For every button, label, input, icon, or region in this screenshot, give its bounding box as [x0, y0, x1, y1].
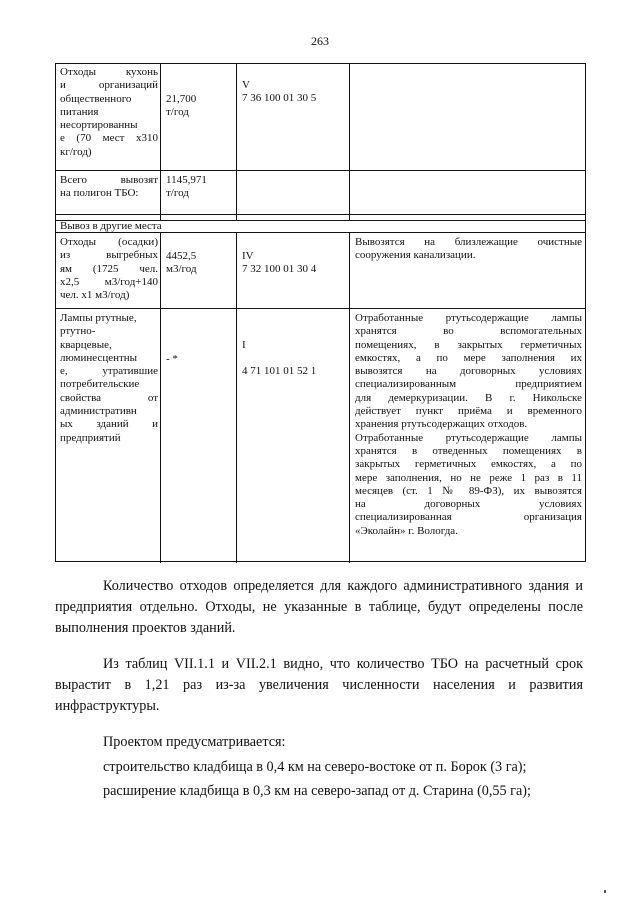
text-line: «Эколайн» г. Вологда.: [355, 524, 458, 537]
sediment-code: [242, 250, 346, 277]
text-line: кг/год): [60, 145, 92, 158]
text-line: потребительские: [60, 378, 140, 391]
text-line: питания: [60, 105, 99, 118]
text-line: и организаций: [60, 79, 158, 92]
sediment-name: [60, 236, 158, 302]
food-waste-code: [242, 79, 346, 106]
paragraph: Проектом предусматривается:: [103, 734, 286, 750]
row-divider: [56, 232, 585, 233]
text-line: месяцев (ст. 1 № 89-ФЗ), их вывозятся: [355, 484, 582, 497]
text-line: люминесцентны: [60, 351, 138, 364]
text-line: хранятся во вспомогательных: [355, 325, 582, 338]
text-line: сооружения канализации.: [355, 249, 476, 262]
paragraph: расширение кладбища в 0,3 км на северо-запад от д. Старина (0,55 га);: [103, 783, 531, 799]
food-waste-amount: [166, 93, 234, 120]
text-line: ртутно-: [60, 325, 96, 338]
text-line: свойства от: [60, 391, 158, 404]
text-line: Отходы (осадки): [60, 236, 158, 248]
paragraph-line: предприятия отдельно. Отходы, не указанные в таблице, будут определены после: [55, 599, 583, 615]
page-number: 263: [311, 34, 329, 48]
text-line: Всего вывозят: [60, 174, 158, 186]
paragraph: строительство кладбища в 0,4 км на северо-востоке от п. Борок (3 га);: [103, 759, 527, 775]
text-line: административн: [60, 405, 137, 418]
text-line: V: [242, 79, 250, 91]
text-line: е (70 мест х310: [60, 132, 158, 145]
text-line: 4452,5: [166, 250, 197, 262]
text-line: хранятся в отведенных помещениях в: [355, 444, 582, 457]
text-line: т/год: [166, 106, 189, 119]
scan-mark: [604, 890, 606, 893]
lamps-code: [242, 339, 346, 379]
col-divider: [160, 64, 161, 220]
text-line: Отработанные ртутьсодержащие лампы: [355, 312, 582, 324]
text-line: м3/год: [166, 263, 197, 276]
text-line: 21,700: [166, 93, 197, 105]
lamps-note: [355, 312, 582, 538]
text-line: на договорных условиях: [355, 498, 582, 511]
paragraph-line: выполнения проектов зданий.: [55, 620, 236, 636]
text-line: закрытых герметичных емкостях, а по: [355, 458, 582, 471]
text-line: 1145,971: [166, 174, 207, 186]
text-line: ых зданий и: [60, 418, 158, 431]
lamps-name: [60, 312, 158, 445]
text-line: I: [242, 339, 246, 351]
row-divider: [56, 308, 585, 309]
text-line: т/год: [166, 187, 189, 200]
sediment-amount: [166, 250, 234, 277]
text-line: специализированная организация: [355, 511, 582, 524]
food-waste-name: [60, 66, 158, 159]
total-name: [60, 174, 158, 201]
text-line: 7 36 100 01 30 5: [242, 92, 317, 105]
paragraph-line: вырастит в 1,21 раз из-за увеличения численности населения и развития: [55, 677, 583, 693]
paragraph-line: инфраструктуры.: [55, 698, 160, 714]
text-line: IV: [242, 250, 254, 262]
text-line: общественного: [60, 92, 132, 105]
text-line: ям (1725 чел.: [60, 262, 158, 275]
total-amount: [166, 174, 234, 201]
text-line: несортированны: [60, 119, 138, 132]
text-line: Вывозятся на близлежащие очистные: [355, 236, 582, 248]
text-line: специализированным предприятием: [355, 378, 582, 391]
text-line: Отходы кухонь: [60, 66, 158, 78]
text-line: х2,5 м3/год+140: [60, 275, 158, 288]
text-line: помещениях, в закрытых герметичных: [355, 338, 582, 351]
text-line: емкостях, а по мере заполнения их: [355, 351, 582, 364]
text-line: действует пункт приёма и временного: [355, 405, 582, 418]
text-line: предприятий: [60, 431, 121, 444]
text-line: Отработанные ртутьсодержащие лампы: [355, 431, 582, 444]
lamps-amount: - *: [166, 353, 178, 365]
text-line: чел. х1 м3/год): [60, 289, 130, 302]
section-header: Вывоз в другие места: [60, 220, 162, 232]
paragraph-line: Количество отходов определяется для каждого административного здания и: [103, 578, 583, 594]
row-divider: [56, 170, 585, 171]
waste-table: [55, 63, 586, 562]
text-line: мере заполнения, но не реже 1 раз в 11: [355, 471, 582, 484]
text-line: Лампы ртутные,: [60, 312, 137, 324]
text-line: 7 32 100 01 30 4: [242, 263, 317, 276]
row-divider: [56, 214, 585, 215]
text-line: е, утратившие: [60, 365, 158, 378]
text-line: на полигон ТБО:: [60, 187, 139, 200]
col-divider: [236, 232, 237, 563]
sediment-note: [355, 236, 582, 263]
col-divider: [349, 64, 350, 220]
paragraph-line: Из таблиц VII.1.1 и VII.2.1 видно, что количество ТБО на расчетный срок: [103, 656, 583, 672]
col-divider: [160, 232, 161, 563]
text-line: 4 71 101 01 52 1: [242, 365, 317, 378]
text-line: для демеркуризации. В г. Никольске: [355, 391, 582, 404]
col-divider: [349, 232, 350, 563]
text-line: вывозятся на договорных условиях: [355, 365, 582, 378]
text-line: кварцевые,: [60, 338, 112, 351]
col-divider: [236, 64, 237, 220]
text-line: из выгребных: [60, 249, 158, 262]
text-line: хранения ртутьсодержащих отходов.: [355, 418, 528, 431]
